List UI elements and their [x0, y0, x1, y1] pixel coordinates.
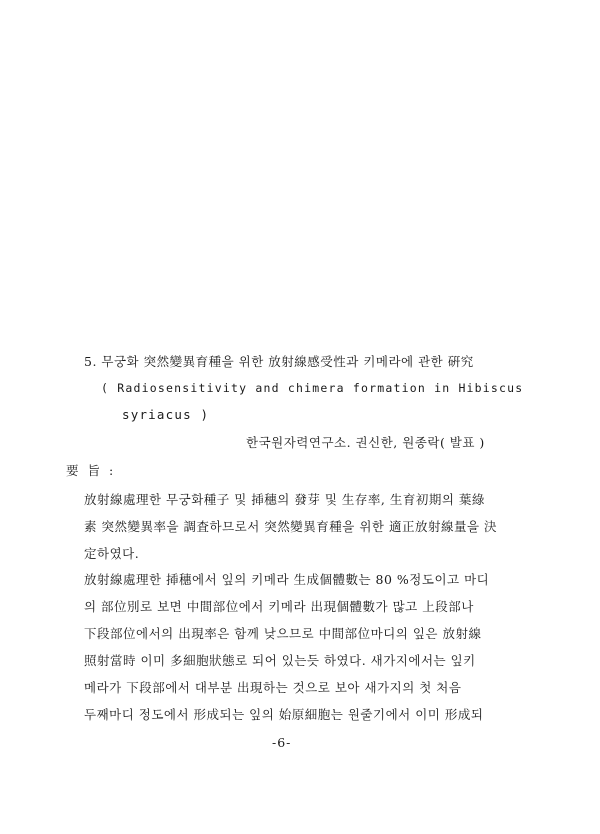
paragraph-2-line-5: 메라가 下段部에서 대부분 出現하는 것으로 보아 새가지의 첫 처음	[84, 680, 462, 695]
paragraph-1-line-3: 定하였다.	[84, 546, 140, 561]
paragraph-2-line-1: 放射線處理한 揷穗에서 잎의 키메라 生成個體數는 80 %정도이고 마디	[84, 572, 490, 587]
paragraph-2-line-2: 의 部位別로 보면 中間部位에서 키메라 出現個體數가 많고 上段部나	[84, 599, 474, 614]
english-title-line-1: ( Radiosensitivity and chimera formation in Hibiscus	[101, 381, 524, 395]
summary-label: 要 旨 :	[66, 463, 116, 478]
authors-line: 한국원자력연구소. 권신한, 원종락( 발표 )	[246, 435, 485, 450]
english-title-line-2: syriacus )	[122, 407, 210, 422]
paragraph-1-line-1: 放射線處理한 무궁화種子 및 揷穗의 發芽 및 生存率, 生育初期의 葉綠	[84, 492, 485, 507]
paragraph-1-line-2: 素 突然變異率을 調査하므로서 突然變異育種을 위한 適正放射線量을 決	[84, 519, 498, 534]
page-number: -6-	[272, 735, 292, 750]
section-title: 5. 무궁화 突然變異育種을 위한 放射線感受性과 키메라에 관한 硏究	[84, 354, 474, 369]
paragraph-2-line-3: 下段部位에서의 出現率은 함께 낮으므로 中間部位마디의 잎은 放射線	[84, 626, 482, 641]
paragraph-2-line-6: 두째마디 정도에서 形成되는 잎의 始原細胞는 원줄기에서 이미 形成되	[84, 707, 484, 722]
paragraph-2-line-4: 照射當時 이미 多細胞狀態로 되어 있는듯 하였다. 새가지에서는 잎키	[84, 653, 476, 668]
